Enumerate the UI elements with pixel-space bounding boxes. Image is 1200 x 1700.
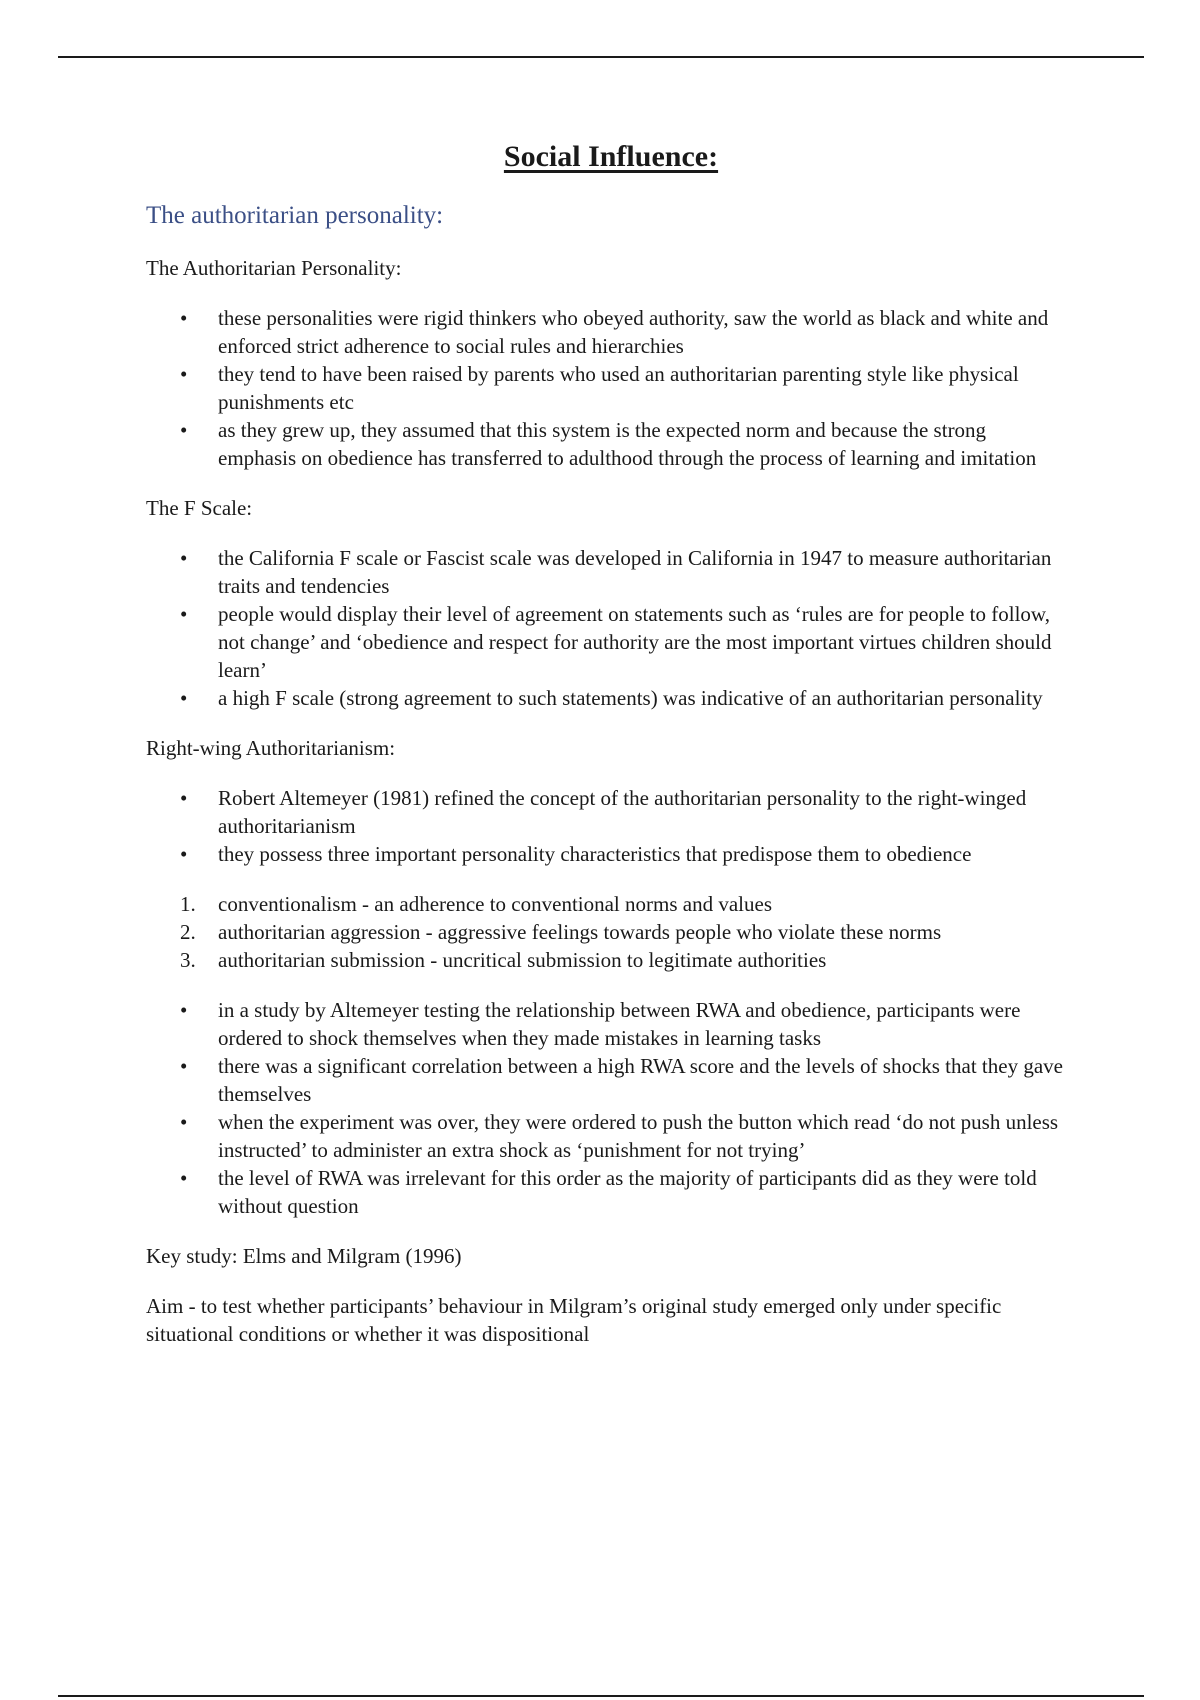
bullet-marker: • [180, 786, 188, 810]
fscale-label: The F Scale: [146, 496, 253, 520]
intro-label: The Authoritarian Personality: [146, 256, 402, 280]
number-marker: 2. [180, 920, 196, 944]
bullet-text: in a study by Altemeyer testing the relationship between RWA and obedience, participants were ordered to shock themselves when they made mistakes in learning tasks [218, 998, 1021, 1050]
bullet-marker: • [180, 998, 188, 1022]
bullet-text: Robert Altemeyer (1981) refined the concept of the authoritarian personality to the right-winged authoritarianism [218, 786, 1027, 838]
numbered-text: conventionalism - an adherence to conventional norms and values [218, 892, 772, 916]
bullet-text: the level of RWA was irrelevant for this order as the majority of participants did as they were told without question [218, 1166, 1037, 1218]
bullet-text: when the experiment was over, they were ordered to push the button which read ‘do not push unless instructed’ to administer an extra shock as ‘punishment for not trying’ [218, 1110, 1059, 1162]
numbered-item [146, 918, 1066, 946]
rwa-label: Right-wing Authoritarianism: [146, 736, 396, 760]
number-marker: 1. [180, 892, 196, 916]
bullet-item [146, 360, 1066, 416]
bullet-text: the California F scale or Fascist scale was developed in California in 1947 to measure authoritarian traits and tendencies [218, 546, 1052, 598]
bullet-marker: • [180, 686, 188, 710]
bullet-marker: • [180, 306, 188, 330]
numbered-item [146, 890, 1066, 918]
section-heading: The authoritarian personality: [146, 202, 444, 229]
rwa-numbered-list [146, 890, 1066, 974]
bullet-item [146, 1108, 1066, 1164]
bullet-item [146, 600, 1066, 684]
bullet-item [146, 784, 1066, 840]
bullet-marker: • [180, 546, 188, 570]
numbered-text: authoritarian aggression - aggressive feelings towards people who violate these norms [218, 920, 942, 944]
key-study-label: Key study: Elms and Milgram (1996) [146, 1244, 462, 1268]
bullet-item [146, 684, 1066, 712]
bullet-text: they tend to have been raised by parents who used an authoritarian parenting style like physical punishments etc [218, 362, 1019, 414]
bottom-rule [58, 1695, 1144, 1697]
bullet-item [146, 840, 1066, 868]
rwa-study-bullet-list [146, 996, 1066, 1220]
fscale-bullet-list [146, 544, 1066, 712]
aim-paragraph: Aim - to test whether participants’ behaviour in Milgram’s original study emerged only under specific situational conditions or whether it was dispositional [146, 1294, 1002, 1346]
bullet-text: as they grew up, they assumed that this system is the expected norm and because the strong emphasis on obedience has transferred to adulthood through the process of learning and imitation [218, 418, 1037, 470]
bullet-marker: • [180, 362, 188, 386]
bullet-text: people would display their level of agreement on statements such as ‘rules are for people to follow, not change’ and ‘obedience and respect for authority are the most important virtues children should learn’ [218, 602, 1052, 682]
bullet-marker: • [180, 1166, 188, 1190]
bullet-item [146, 996, 1066, 1052]
bullet-text: a high F scale (strong agreement to such statements) was indicative of an authoritarian personality [218, 686, 1043, 710]
bullet-text: they possess three important personality characteristics that predispose them to obedience [218, 842, 972, 866]
bullet-marker: • [180, 1110, 188, 1134]
bullet-text: there was a significant correlation between a high RWA score and the levels of shocks that they gave themselves [218, 1054, 1063, 1106]
bullet-text: these personalities were rigid thinkers who obeyed authority, saw the world as black and white and enforced strict adherence to social rules and hierarchies [218, 306, 1049, 358]
numbered-text: authoritarian submission - uncritical submission to legitimate authorities [218, 948, 827, 972]
bullet-marker: • [180, 602, 188, 626]
bullet-item [146, 304, 1066, 360]
bullet-item [146, 544, 1066, 600]
page-title: Social Influence: [503, 140, 719, 173]
top-rule [58, 56, 1144, 58]
intro-bullet-list [146, 304, 1066, 472]
bullet-item [146, 416, 1066, 472]
bullet-item [146, 1052, 1066, 1108]
numbered-item [146, 946, 1066, 974]
number-marker: 3. [180, 948, 196, 972]
rwa-bullet-list [146, 784, 1066, 868]
bullet-marker: • [180, 418, 188, 442]
bullet-marker: • [180, 842, 188, 866]
bullet-item [146, 1164, 1066, 1220]
bullet-marker: • [180, 1054, 188, 1078]
document-page [146, 140, 1066, 1370]
